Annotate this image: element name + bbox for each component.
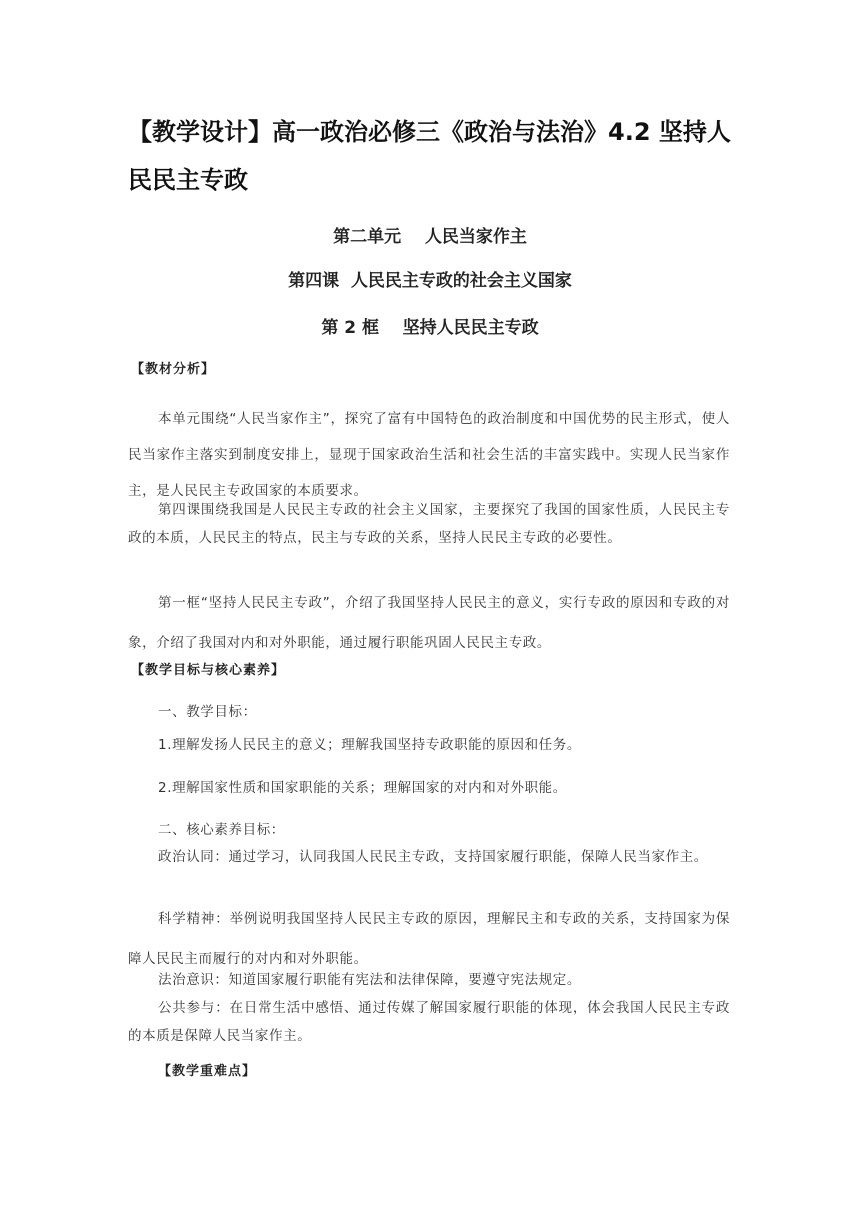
section-heading-goals: 【教学目标与核心素养】 xyxy=(131,663,286,678)
analysis-paragraph-3: 第一框“坚持人民民主专政”，介绍了我国坚持人民民主的意义，实行专政的原因和专政的对象，介绍了我国对内和对外职能，通过履行职能巩固人民民主专政。 xyxy=(128,595,730,651)
teaching-goal-2: 2.理解国家性质和国家职能的关系；理解国家的对内和对外职能。 xyxy=(158,780,567,796)
lesson-heading: 第四课 人民民主专政的社会主义国家 xyxy=(288,271,572,291)
teaching-goals-heading: 一、教学目标： xyxy=(158,704,257,720)
core-goal-law: 法治意识：知道国家履行职能有宪法和法律保障，要遵守宪法规定。 xyxy=(158,972,581,988)
core-goal-science: 科学精神：举例说明我国坚持人民民主专政的原因，理解民主和专政的关系，支持国家为保障人民民主而履行的对内和对外职能。 xyxy=(128,911,730,967)
teaching-goal-1: 1.理解发扬人民民主的意义；理解我国坚持专政职能的原因和任务。 xyxy=(158,737,581,753)
core-goal-public: 公共参与：在日常生活中感悟、通过传媒了解国家履行职能的体现，体会我国人民民主专政的本质是保障人民当家作主。 xyxy=(128,1000,730,1044)
frame-heading: 第 2 框 坚持人民民主专政 xyxy=(321,318,539,338)
core-goals-heading: 二、核心素养目标： xyxy=(158,822,285,838)
unit-heading: 第二单元 人民当家作主 xyxy=(333,227,527,247)
analysis-paragraph-1: 本单元围绕“人民当家作主”，探究了富有中国特色的政治制度和中国优势的民主形式，使人民当家作主落实到制度安排上，显现于国家政治生活和社会生活的丰富实践中。实现人民当家作主，是人民民主专政国家的本质要求。 xyxy=(128,411,730,499)
section-heading-analysis: 【教材分析】 xyxy=(131,362,216,377)
section-heading-keypoints: 【教学重难点】 xyxy=(158,1064,257,1079)
core-goal-political: 政治认同：通过学习，认同我国人民民主专政，支持国家履行职能，保障人民当家作主。 xyxy=(158,849,708,865)
analysis-paragraph-2: 第四课围绕我国是人民民主专政的社会主义国家，主要探究了我国的国家性质，人民民主专政的本质，人民民主的特点，民主与专政的关系，坚持人民民主专政的必要性。 xyxy=(128,502,730,546)
document-title: 【教学设计】高一政治必修三《政治与法治》4.2 坚持人民民主专政 xyxy=(128,118,731,194)
